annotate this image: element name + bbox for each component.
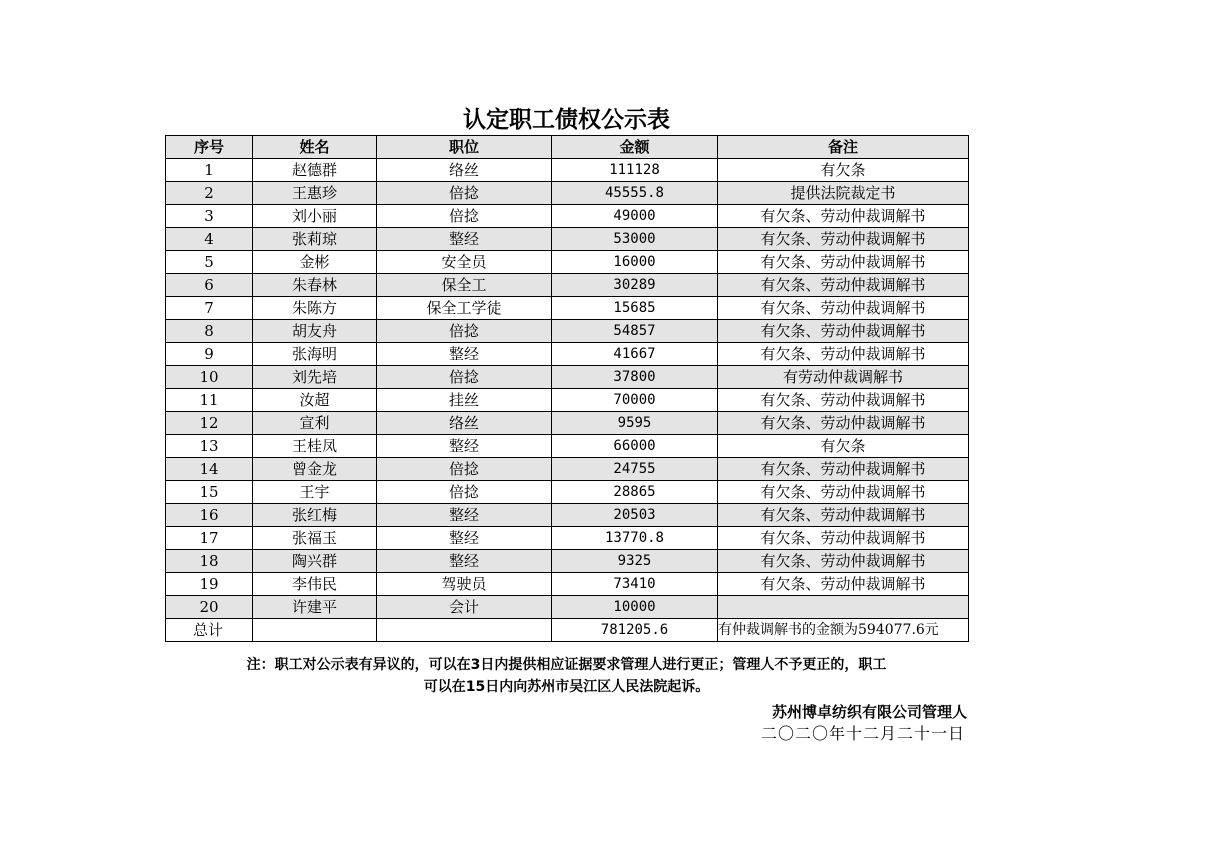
- cell-amount: 54857: [552, 320, 718, 343]
- cell-position: 倍捻: [377, 366, 552, 389]
- cell-position: 整经: [377, 343, 552, 366]
- table-row: [166, 320, 969, 343]
- cell-remark: 有欠条、劳动仲裁调解书: [718, 412, 969, 435]
- cell-amount: 41667: [552, 343, 718, 366]
- cell-remark: 有欠条: [718, 159, 969, 182]
- cell-position: 安全员: [377, 251, 552, 274]
- cell-position: 倍捻: [377, 320, 552, 343]
- cell-amount: 66000: [552, 435, 718, 458]
- column-header-name: 姓名: [253, 136, 377, 159]
- table-row: [166, 366, 969, 389]
- cell-name: 曾金龙: [253, 458, 377, 481]
- cell-position: 整经: [377, 504, 552, 527]
- cell-remark: 有欠条、劳动仲裁调解书: [718, 481, 969, 504]
- cell-name: 朱春林: [253, 274, 377, 297]
- cell-no: 6: [166, 274, 253, 297]
- cell-position: 保全工: [377, 274, 552, 297]
- cell-no: 10: [166, 366, 253, 389]
- cell-no: 7: [166, 297, 253, 320]
- cell-position: 保全工学徒: [377, 297, 552, 320]
- cell-no: 1: [166, 159, 253, 182]
- cell-position: 挂丝: [377, 389, 552, 412]
- table-header-row: [166, 136, 969, 159]
- table-row: [166, 596, 969, 619]
- cell-no: 3: [166, 205, 253, 228]
- cell-remark: 有欠条、劳动仲裁调解书: [718, 527, 969, 550]
- cell-position: 倍捻: [377, 182, 552, 205]
- cell-position: 倍捻: [377, 458, 552, 481]
- cell-remark: 有欠条、劳动仲裁调解书: [718, 389, 969, 412]
- cell-name: 许建平: [253, 596, 377, 619]
- column-header-remark: 备注: [718, 136, 969, 159]
- column-header-position: 职位: [377, 136, 552, 159]
- cell-no: 8: [166, 320, 253, 343]
- cell-position: 驾驶员: [377, 573, 552, 596]
- cell-amount: 24755: [552, 458, 718, 481]
- total-row: [166, 619, 969, 642]
- cell-remark: 有欠条、劳动仲裁调解书: [718, 458, 969, 481]
- cell-position: 络丝: [377, 159, 552, 182]
- cell-position: 络丝: [377, 412, 552, 435]
- cell-amount: 70000: [552, 389, 718, 412]
- cell-amount: 9325: [552, 550, 718, 573]
- creditor-table: [165, 135, 969, 642]
- table-row: [166, 159, 969, 182]
- cell-name: 金彬: [253, 251, 377, 274]
- cell-amount: 16000: [552, 251, 718, 274]
- cell-name: 刘小丽: [253, 205, 377, 228]
- cell-name: 胡友舟: [253, 320, 377, 343]
- table-row: [166, 297, 969, 320]
- cell-amount: 111128: [552, 159, 718, 182]
- cell-name: 宣利: [253, 412, 377, 435]
- cell-remark: 有欠条、劳动仲裁调解书: [718, 228, 969, 251]
- table-row: [166, 504, 969, 527]
- cell-name: 王宇: [253, 481, 377, 504]
- cell-no: 16: [166, 504, 253, 527]
- cell-no: 18: [166, 550, 253, 573]
- table-row: [166, 527, 969, 550]
- cell-no: 11: [166, 389, 253, 412]
- total-remark: 有仲裁调解书的金额为594077.6元: [718, 619, 969, 642]
- cell-position: 倍捻: [377, 205, 552, 228]
- cell-name: 李伟民: [253, 573, 377, 596]
- cell-amount: 45555.8: [552, 182, 718, 205]
- cell-no: 2: [166, 182, 253, 205]
- cell-name: 王惠珍: [253, 182, 377, 205]
- cell-position: 整经: [377, 435, 552, 458]
- cell-remark: 有欠条、劳动仲裁调解书: [718, 205, 969, 228]
- cell-remark: 有欠条、劳动仲裁调解书: [718, 550, 969, 573]
- cell-remark: 有欠条、劳动仲裁调解书: [718, 274, 969, 297]
- cell-amount: 73410: [552, 573, 718, 596]
- cell-no: 14: [166, 458, 253, 481]
- cell-no: 17: [166, 527, 253, 550]
- cell-remark: 提供法院裁定书: [718, 182, 969, 205]
- cell-no: 20: [166, 596, 253, 619]
- cell-name: 张福玉: [253, 527, 377, 550]
- cell-name: 张海明: [253, 343, 377, 366]
- table-row: [166, 182, 969, 205]
- cell-remark: 有欠条: [718, 435, 969, 458]
- table-row: [166, 389, 969, 412]
- cell-remark: [718, 596, 969, 619]
- cell-name: 朱陈方: [253, 297, 377, 320]
- table-row: [166, 412, 969, 435]
- cell-amount: 15685: [552, 297, 718, 320]
- table-row: [166, 550, 969, 573]
- column-header-amount: 金额: [552, 136, 718, 159]
- cell-remark: 有欠条、劳动仲裁调解书: [718, 573, 969, 596]
- cell-remark: 有欠条、劳动仲裁调解书: [718, 320, 969, 343]
- date: 二〇二〇年十二月二十一日: [760, 724, 965, 743]
- cell-name: 王桂凤: [253, 435, 377, 458]
- cell-remark: 有欠条、劳动仲裁调解书: [718, 251, 969, 274]
- cell-name: 刘先培: [253, 366, 377, 389]
- cell-no: 15: [166, 481, 253, 504]
- footnote-line: 可以在15日内向苏州市吴江区人民法院起诉。: [423, 679, 710, 695]
- cell-position: 倍捻: [377, 481, 552, 504]
- table-body: [166, 159, 969, 619]
- column-header-no: 序号: [166, 136, 253, 159]
- table-row: [166, 228, 969, 251]
- table-row: [166, 458, 969, 481]
- cell-remark: 有欠条、劳动仲裁调解书: [718, 297, 969, 320]
- cell-name: 张红梅: [253, 504, 377, 527]
- cell-name: 汝超: [253, 389, 377, 412]
- cell-position: 整经: [377, 527, 552, 550]
- table-row: [166, 274, 969, 297]
- table-row: [166, 205, 969, 228]
- cell-amount: 30289: [552, 274, 718, 297]
- cell-position: 会计: [377, 596, 552, 619]
- cell-remark: 有欠条、劳动仲裁调解书: [718, 343, 969, 366]
- cell-name: 陶兴群: [253, 550, 377, 573]
- total-empty-cell: [253, 619, 377, 642]
- footnote: [165, 654, 968, 698]
- cell-amount: 28865: [552, 481, 718, 504]
- cell-no: 13: [166, 435, 253, 458]
- table-row: [166, 435, 969, 458]
- cell-amount: 53000: [552, 228, 718, 251]
- cell-name: 赵德群: [253, 159, 377, 182]
- cell-remark: 有欠条、劳动仲裁调解书: [718, 504, 969, 527]
- cell-no: 12: [166, 412, 253, 435]
- cell-no: 5: [166, 251, 253, 274]
- table-row: [166, 343, 969, 366]
- total-amount: 781205.6: [552, 619, 718, 642]
- total-empty-cell: [377, 619, 552, 642]
- cell-position: 整经: [377, 550, 552, 573]
- table-row: [166, 573, 969, 596]
- cell-position: 整经: [377, 228, 552, 251]
- cell-remark: 有劳动仲裁调解书: [718, 366, 969, 389]
- footnote-line: 注：职工对公示表有异议的，可以在3日内提供相应证据要求管理人进行更正；管理人不予更正的，职工: [246, 657, 887, 673]
- cell-no: 9: [166, 343, 253, 366]
- cell-no: 4: [166, 228, 253, 251]
- page-title: 认定职工债权公示表: [463, 107, 670, 133]
- cell-amount: 49000: [552, 205, 718, 228]
- cell-name: 张莉琼: [253, 228, 377, 251]
- table-row: [166, 251, 969, 274]
- table-row: [166, 481, 969, 504]
- cell-amount: 9595: [552, 412, 718, 435]
- cell-no: 19: [166, 573, 253, 596]
- total-label: 总计: [166, 619, 253, 642]
- cell-amount: 20503: [552, 504, 718, 527]
- cell-amount: 10000: [552, 596, 718, 619]
- cell-amount: 13770.8: [552, 527, 718, 550]
- signer: 苏州博卓纺织有限公司管理人: [771, 703, 967, 721]
- cell-amount: 37800: [552, 366, 718, 389]
